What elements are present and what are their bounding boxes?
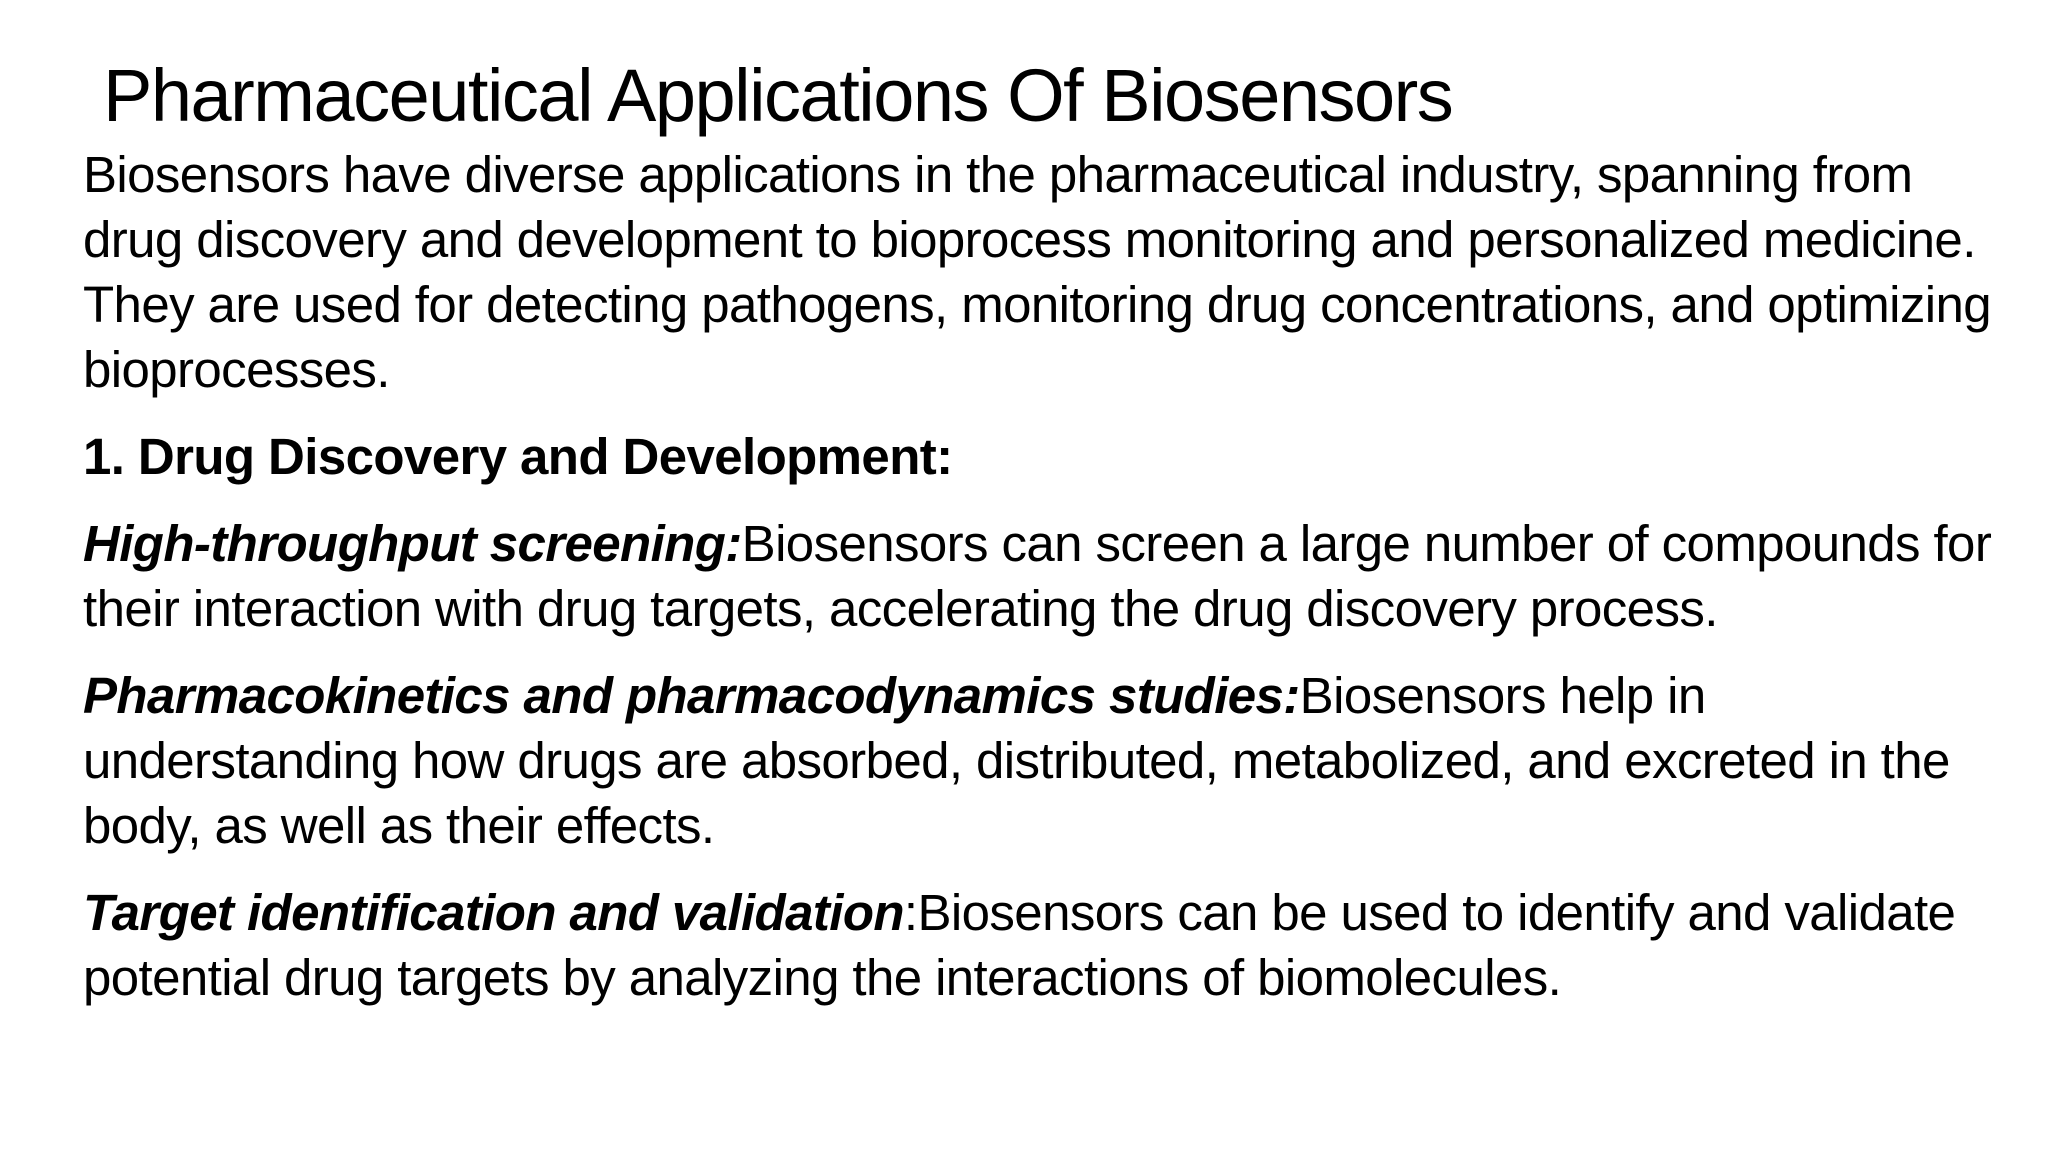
bullet-high-throughput [83,511,2003,641]
bullet-term: High-throughput screening: [83,515,742,572]
intro-paragraph: Biosensors have diverse applications in the pharmaceutical industry, spanning from drug discovery and development to bioprocess monitoring and personalized medicine. They are used for detecting pathogens, monitoring drug concentrations, and optimizing bioprocesses. [83,146,1992,398]
bullet-text: Biosensors help in understanding how drugs are absorbed, distributed, metabolized, and excreted in the body, as well as their effects. [83,667,1950,854]
section-heading: 1. Drug Discovery and Development: [83,428,953,485]
slide-body [83,142,2003,1010]
bullet-term: Target identification and validation [83,884,904,941]
bullet-text: Biosensors can screen a large number of compounds for their interaction with drug targets, accelerating the drug discovery process. [83,515,1992,637]
bullet-text: :Biosensors can be used to identify and validate potential drug targets by analyzing the interactions of biomolecules. [83,884,1956,1006]
bullet-target-identification [83,880,2003,1010]
slide-title: Pharmaceutical Applications Of Biosensors [103,54,1453,137]
bullet-term: Pharmacokinetics and pharmacodynamics studies: [83,667,1300,724]
bullet-pk-pd [83,663,2003,858]
